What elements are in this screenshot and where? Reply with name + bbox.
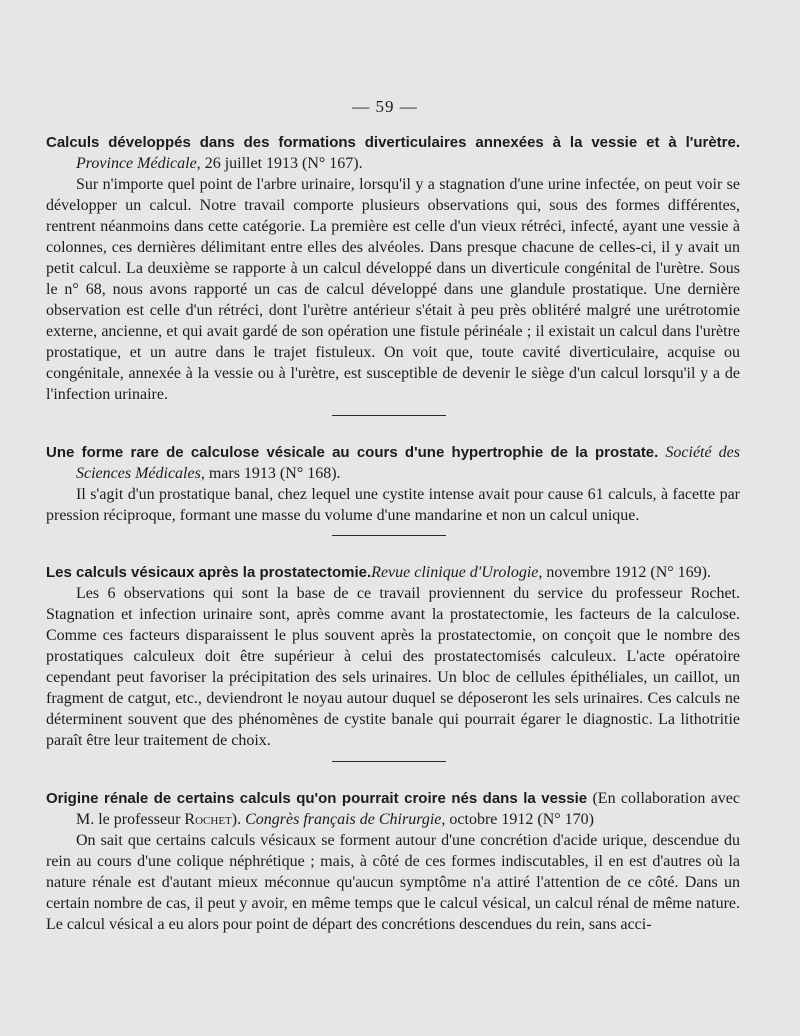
entry-collaboration-post: ). [231,811,246,828]
entry-source: Province Médicale, [76,155,201,172]
entry-date-ref: mars 1913 (N° 168). [204,465,341,482]
entry-heading [46,562,740,583]
section-divider [332,761,446,762]
entry-source: Congrès français de Chirurgie, [245,811,446,828]
page-number: — 59 — [352,97,418,116]
entry-title: Calculs développés dans des formations diverticulaires annexées à la vessie et à l'urètre. [46,134,740,151]
entry-heading [46,132,740,174]
entry-title: Les calculs vésicaux après la prostatectomie. [46,564,372,581]
entry-body: On sait que certains calculs vésicaux se forment autour d'une concrétion d'acide urique, descendue du rein au cours d'une colique néphrétique ; mais, à côté de ces formes indiscutables, il en est d'autres où la nature rénale est d'autant mieux méconnue qu'aucun symptôme n'a attiré l'attention de ce côté. Dans un certain nombre de cas, il peut y avoir, en même temps que le calcul vésical, un calcul rénal de même nature. Le calcul vésical a eu alors pour point de départ des concrétions descendues du rein, sans acci- [46,832,740,933]
entry-collaboration-pre: (En collaboration avec M. le professeur [76,790,740,828]
entry-date-ref: novembre 1912 (N° 169). [542,564,711,581]
page-content [46,132,740,935]
entry-heading [46,788,740,830]
entry-date-ref: 26 juillet 1913 (N° 167). [200,155,363,172]
section-divider [332,415,446,416]
bibliography-entry-167 [46,132,740,405]
entry-body: Les 6 observations qui sont la base de ce travail proviennent du service du professeur Rochet. Stagnation et infection urinaire sont, après comme avant la prostatectomie, les facteurs de la calculose. Comme ces facteurs disparaissent le plus souvent après la prostatectomie, on conçoit que le nombre des prostatiques calculeux doit être supérieur à celui des prostatectomisés calculeux. L'acte opératoire cependant peut favoriser la précipitation des sels urinaires. Un bloc de cellules épithéliales, un caillot, un fragment de catgut, etc., deviendront le noyau autour duquel se déposeront les sels urinaires. Ces calculs ne déterminent souvent que des phénomènes de cystite banale qui pourrait égarer le diagnostic. La lithotritie paraît être leur traitement de choix. [46,585,740,749]
entry-source: Société des Sciences Médicales, [76,444,741,482]
section-divider [332,535,446,536]
bibliography-entry-168 [46,442,740,526]
entry-title: Une forme rare de calculose vésicale au cours d'une hypertrophie de la prostate. [46,444,659,461]
bibliography-entry-170 [46,788,740,935]
entry-date-ref: octobre 1912 (N° 170) [445,811,594,828]
entry-body: Il s'agit d'un prostatique banal, chez lequel une cystite intense avait pour cause 61 calculs, à facette par pression réciproque, formant une masse du volume d'une mandarine et non un calcul unique. [46,486,740,524]
entry-collaborator-name: Rochet [184,811,232,828]
entry-body: Sur n'importe quel point de l'arbre urinaire, lorsqu'il y a stagnation d'une urine infectée, on peut voir se développer un calcul. Notre travail comporte plusieurs observations qui, sous des formes différentes, rentrent néanmoins dans cette catégorie. La première est celle d'un vieux rétréci, infecté, ayant une vessie à colonnes, ces dernières délimitant entre elles des alvéoles. Dans presque chacune de celles-ci, il y avait un petit calcul. La deuxième se rapporte à un calcul développé dans un diverticule congénital de l'urètre. Sous le n° 68, nous avons rapporté un cas de calcul développé dans une glandule prostatique. Une dernière observation est celle d'un rétréci, dont l'urètre antérieur s'était à peu près oblitéré malgré une urétrotomie externe, ancienne, et qui avait gardé de son opération une fistule périnéale ; il existait un calcul dans l'urètre prostatique, et un autre dans le trajet fistuleux. On voit que, toute cavité diverticulaire, acquise ou congénitale, annexée à la vessie ou à l'urètre, est susceptible de devenir le siège d'un calcul lorsqu'il y a de l'infection urinaire. [46,176,740,403]
entry-title: Origine rénale de certains calculs qu'on pourrait croire nés dans la vessie [46,790,588,807]
entry-source: Revue clinique d'Urologie, [371,564,543,581]
bibliography-entry-169 [46,562,740,751]
entry-heading [46,442,740,484]
